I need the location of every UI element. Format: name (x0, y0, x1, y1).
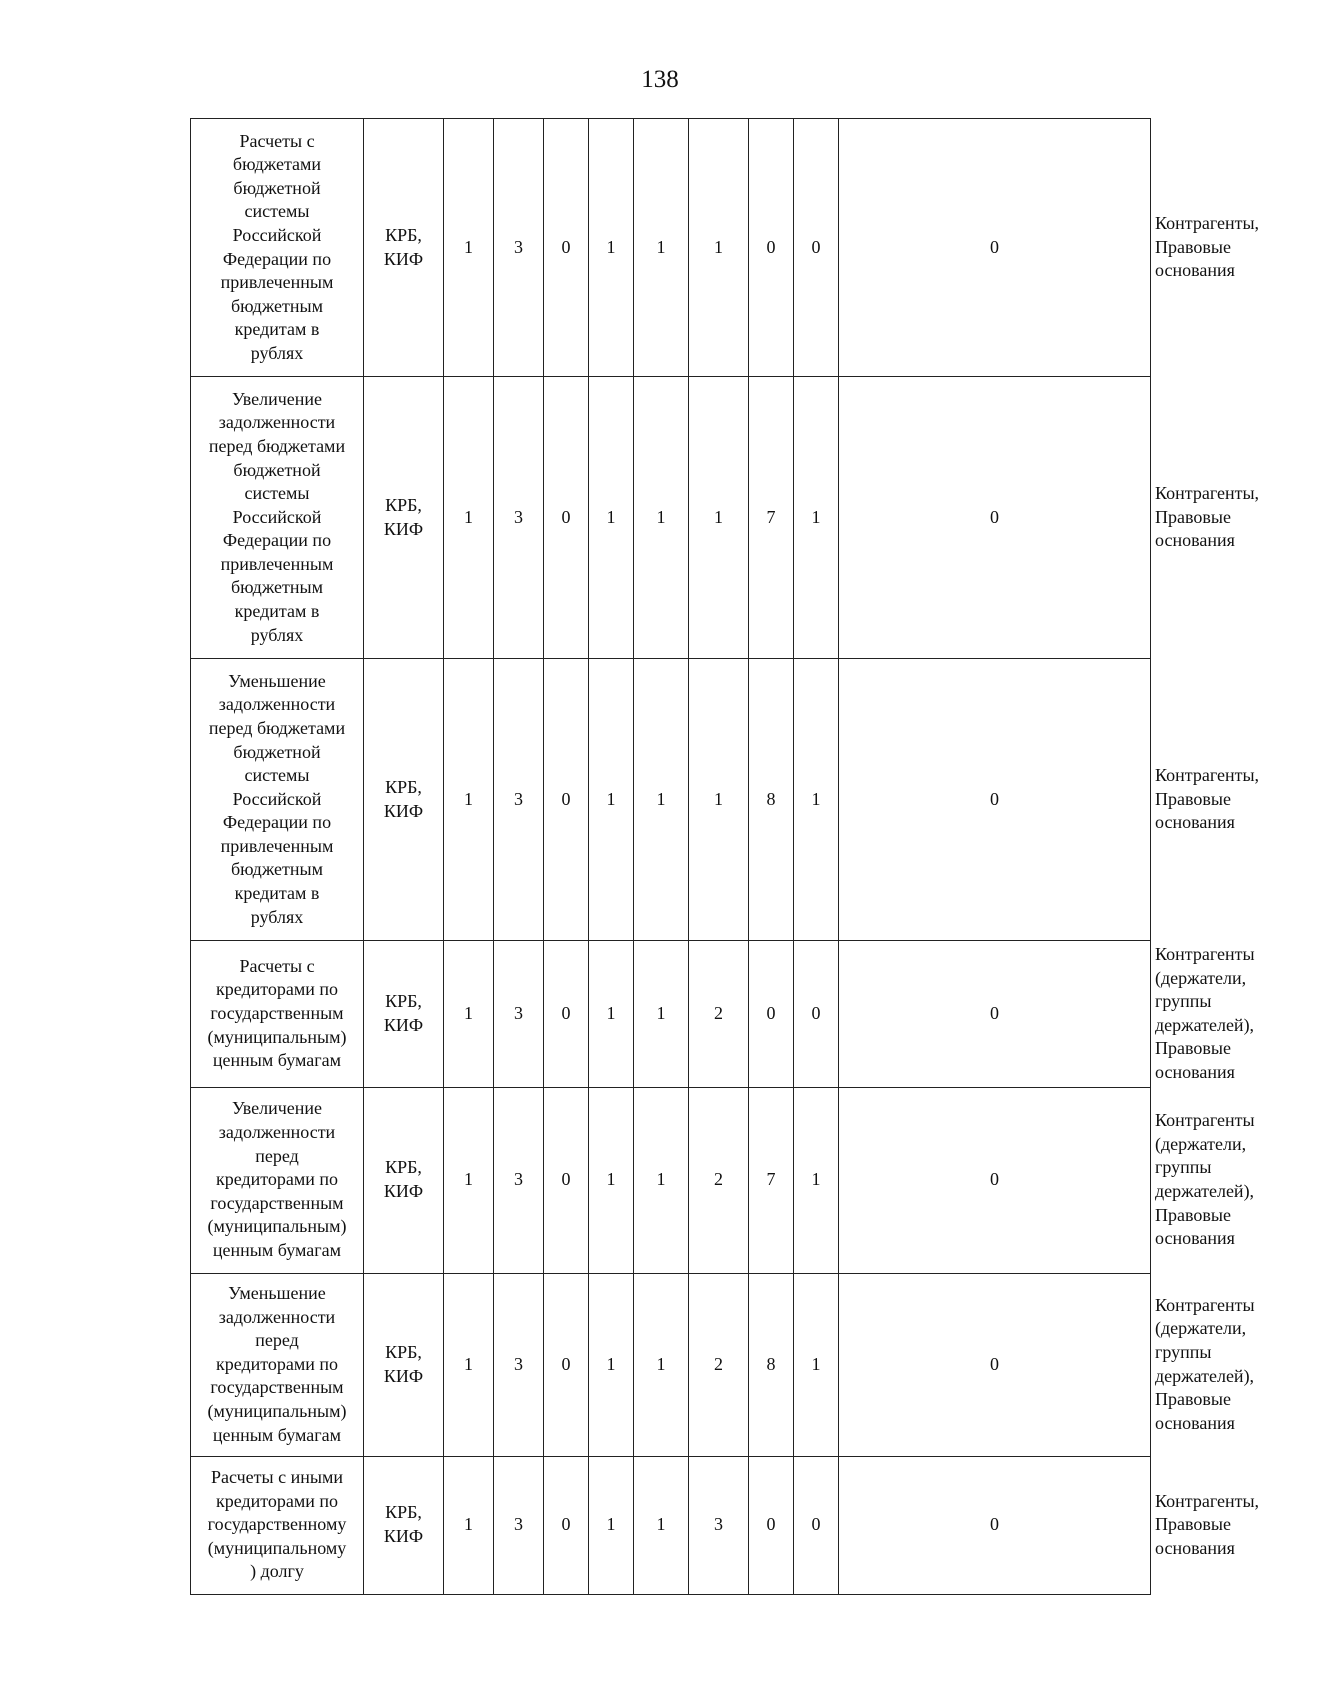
account-digit-cell: 1 (794, 1087, 839, 1273)
account-digit-cell: 0 (749, 1456, 794, 1594)
account-name-line: перед бюджетами (208, 435, 346, 456)
account-digit-cell: 1 (444, 941, 494, 1088)
account-digit-cell: 0 (794, 119, 839, 377)
account-digit-cell: 1 (589, 119, 634, 377)
account-digit-cell: 1 (589, 377, 634, 659)
account-digit-cell: 1 (634, 659, 689, 941)
account-digit-cell: 1 (794, 659, 839, 941)
account-name-line: перед бюджетами (208, 717, 346, 738)
account-name-cell (191, 659, 364, 941)
account-digit-cell: 0 (544, 941, 589, 1088)
account-name-line: Уменьшение (228, 670, 326, 691)
account-digit-cell: 1 (589, 659, 634, 941)
budget-type-cell (364, 659, 444, 941)
account-name-line: кредиторами по (215, 979, 339, 1000)
account-name-line: привлеченным (220, 835, 334, 856)
account-digit-cell: 1 (634, 941, 689, 1088)
account-name-line: Федерации по (222, 530, 332, 551)
account-name-line: Расчеты с (239, 955, 315, 976)
account-digit-cell: 2 (689, 1273, 749, 1456)
account-name-line: задолженности (218, 1122, 336, 1143)
account-name-line: задолженности (218, 694, 336, 715)
table-row: Увеличение задолженности перед кредиторами по государственным (муниципальным) ценным бумагам КРБ, КИФ 1 3 0 1 1 2 7 1 0 Контрагенты (держатели, группы держателей), Правовые основания (191, 1087, 1151, 1273)
account-name-line: государственным (210, 1002, 344, 1023)
account-digit-cell: 0 (839, 1273, 1151, 1456)
account-digit-cell: 1 (634, 1456, 689, 1594)
account-name-line: кредитам в (234, 601, 320, 622)
account-digit-cell: 1 (794, 1273, 839, 1456)
account-name-line: кредитам в (234, 883, 320, 904)
account-digit-cell: 0 (839, 1087, 1151, 1273)
table-row: Расчеты с кредиторами по государственным (муниципальным) ценным бумагам КРБ, КИФ 1 3 0 1 1 2 0 0 0 Контрагенты (держатели, группы держателей), Правовые основания (191, 941, 1151, 1088)
account-name-line: бюджетной (233, 741, 321, 762)
account-name-cell (191, 119, 364, 377)
account-name-line: (муниципальному (207, 1537, 347, 1558)
account-name-line: бюджетами (232, 154, 322, 175)
account-digit-cell: 3 (494, 659, 544, 941)
account-name-line: рублях (250, 906, 304, 927)
budget-type-line: КРБ, (385, 1157, 422, 1178)
budget-type-line: КРБ, (385, 494, 422, 515)
budget-type-line: КРБ, (385, 991, 422, 1012)
account-digit-cell: 8 (749, 1273, 794, 1456)
account-name-line: ценным бумагам (212, 1424, 342, 1445)
budget-type-cell (364, 1456, 444, 1594)
budget-type-line: КИФ (383, 1181, 424, 1202)
account-digit-cell: 0 (749, 119, 794, 377)
account-digit-cell: 7 (749, 377, 794, 659)
account-name-line: перед (255, 1145, 299, 1166)
budget-type-line: КРБ, (385, 1341, 422, 1362)
account-digit-cell: 0 (839, 659, 1151, 941)
account-digit-cell: 1 (589, 1273, 634, 1456)
account-digit-cell: 1 (589, 941, 634, 1088)
table-row: Увеличение задолженности перед бюджетами бюджетной системы Российской Федерации по привлеченным бюджетным кредитам в рублях КРБ, КИФ 1 3 0 1 1 1 7 1 0 Контрагенты, Правовые основания (191, 377, 1151, 659)
account-name-line: задолженности (218, 1306, 336, 1327)
budget-type-line: КИФ (383, 518, 424, 539)
account-name-line: рублях (250, 624, 304, 645)
account-digit-cell: 1 (444, 659, 494, 941)
account-digit-cell: 1 (634, 1273, 689, 1456)
account-name-line: бюджетным (230, 859, 324, 880)
budget-type-line: КИФ (383, 800, 424, 821)
account-digit-cell: 0 (839, 119, 1151, 377)
account-name-line: Российской (232, 224, 322, 245)
account-name-line: Расчеты с иными (210, 1467, 343, 1488)
account-name-line: задолженности (218, 412, 336, 433)
account-digit-cell: 0 (839, 941, 1151, 1088)
account-name-cell (191, 1456, 364, 1594)
account-digit-cell: 3 (494, 1456, 544, 1594)
table-body (191, 119, 1260, 1595)
table-row: Расчеты с иными кредиторами по государственному (муниципальному ) долгу КРБ, КИФ 1 3 0 1 1 3 0 0 0 Контрагенты, Правовые основания (191, 1456, 1151, 1594)
budget-type-cell (364, 1087, 444, 1273)
account-digit-cell: 0 (544, 659, 589, 941)
account-digit-cell: 0 (544, 119, 589, 377)
account-name-cell (191, 1087, 364, 1273)
account-name-line: государственным (210, 1377, 344, 1398)
account-digit-cell: 1 (444, 119, 494, 377)
account-digit-cell: 1 (444, 377, 494, 659)
account-name-line: Увеличение (231, 1098, 322, 1119)
account-digit-cell: 2 (689, 941, 749, 1088)
budget-type-line: КРБ, (385, 776, 422, 797)
account-digit-cell: 0 (749, 941, 794, 1088)
account-name-line: бюджетной (233, 177, 321, 198)
account-digit-cell: 1 (444, 1087, 494, 1273)
account-name-line: ценным бумагам (212, 1050, 342, 1071)
account-digit-cell: 3 (494, 377, 544, 659)
budget-type-cell (364, 377, 444, 659)
account-digit-cell: 1 (589, 1456, 634, 1594)
account-digit-cell: 3 (494, 119, 544, 377)
account-name-line: привлеченным (220, 553, 334, 574)
account-name-line: государственному (207, 1514, 347, 1535)
account-name-line: (муниципальным) (207, 1400, 347, 1421)
account-digit-cell: 0 (544, 1087, 589, 1273)
account-digit-cell: 0 (544, 377, 589, 659)
account-digit-cell: 1 (634, 377, 689, 659)
account-digit-cell: 1 (689, 119, 749, 377)
page-number: 138 (641, 66, 679, 93)
account-name-line: бюджетным (230, 577, 324, 598)
table-row: Уменьшение задолженности перед бюджетами бюджетной системы Российской Федерации по привлеченным бюджетным кредитам в рублях КРБ, КИФ 1 3 0 1 1 1 8 1 0 Контрагенты, Правовые основания (191, 659, 1151, 941)
account-digit-cell: 1 (589, 1087, 634, 1273)
account-digit-cell: 3 (494, 1087, 544, 1273)
account-name-line: ) долгу (250, 1561, 304, 1582)
budget-type-line: КИФ (383, 1365, 424, 1386)
account-name-line: Российской (232, 506, 322, 527)
account-digit-cell: 1 (689, 377, 749, 659)
account-name-line: перед (255, 1330, 299, 1351)
table-row: Уменьшение задолженности перед кредиторами по государственным (муниципальным) ценным бумагам КРБ, КИФ 1 3 0 1 1 2 8 1 0 Контрагенты (держатели, группы держателей), Правовые основания (191, 1273, 1151, 1456)
account-digit-cell: 3 (494, 1273, 544, 1456)
account-digit-cell: 7 (749, 1087, 794, 1273)
budget-type-line: КИФ (383, 1014, 424, 1035)
account-digit-cell: 3 (494, 941, 544, 1088)
account-digit-cell: 1 (634, 119, 689, 377)
account-name-cell (191, 1273, 364, 1456)
account-name-line: системы (244, 201, 310, 222)
account-name-line: рублях (250, 342, 304, 363)
account-digit-cell: 1 (794, 377, 839, 659)
account-digit-cell: 0 (839, 377, 1151, 659)
account-name-line: (муниципальным) (207, 1216, 347, 1237)
budget-type-cell (364, 119, 444, 377)
budget-type-line: КИФ (383, 1526, 424, 1547)
account-name-line: (муниципальным) (207, 1026, 347, 1047)
budget-type-line: КИФ (383, 248, 424, 269)
account-digit-cell: 0 (544, 1273, 589, 1456)
account-name-line: бюджетной (233, 459, 321, 480)
account-digit-cell: 0 (794, 941, 839, 1088)
table-row: Расчеты с бюджетами бюджетной системы Российской Федерации по привлеченным бюджетным кредитам в рублях КРБ, КИФ 1 3 0 1 1 1 0 0 0 Контрагенты, Правовые основания (191, 119, 1151, 377)
account-name-line: Федерации по (222, 248, 332, 269)
account-name-line: системы (244, 765, 310, 786)
budget-type-line: КРБ, (385, 1502, 422, 1523)
account-name-line: кредиторами по (215, 1169, 339, 1190)
budget-type-line: КРБ, (385, 224, 422, 245)
account-name-line: ценным бумагам (212, 1240, 342, 1261)
accounts-table (190, 118, 1260, 1595)
account-digit-cell: 2 (689, 1087, 749, 1273)
account-digit-cell: 8 (749, 659, 794, 941)
account-digit-cell: 0 (794, 1456, 839, 1594)
account-name-line: Увеличение (231, 388, 322, 409)
account-digit-cell: 3 (689, 1456, 749, 1594)
budget-type-cell (364, 941, 444, 1088)
account-name-cell (191, 941, 364, 1088)
account-name-line: государственным (210, 1192, 344, 1213)
account-name-line: бюджетным (230, 295, 324, 316)
account-digit-cell: 1 (689, 659, 749, 941)
account-digit-cell: 1 (444, 1273, 494, 1456)
account-digit-cell: 0 (544, 1456, 589, 1594)
account-name-line: Российской (232, 788, 322, 809)
account-digit-cell: 1 (634, 1087, 689, 1273)
account-digit-cell: 0 (839, 1456, 1151, 1594)
account-name-line: кредитам в (234, 319, 320, 340)
account-name-line: кредиторами по (215, 1490, 339, 1511)
account-name-cell (191, 377, 364, 659)
budget-type-cell (364, 1273, 444, 1456)
account-name-line: Уменьшение (228, 1282, 326, 1303)
account-name-line: Расчеты с (239, 130, 315, 151)
account-name-line: кредиторами по (215, 1353, 339, 1374)
account-name-line: Федерации по (222, 812, 332, 833)
account-name-line: системы (244, 483, 310, 504)
account-name-line: привлеченным (220, 272, 334, 293)
account-digit-cell: 1 (444, 1456, 494, 1594)
